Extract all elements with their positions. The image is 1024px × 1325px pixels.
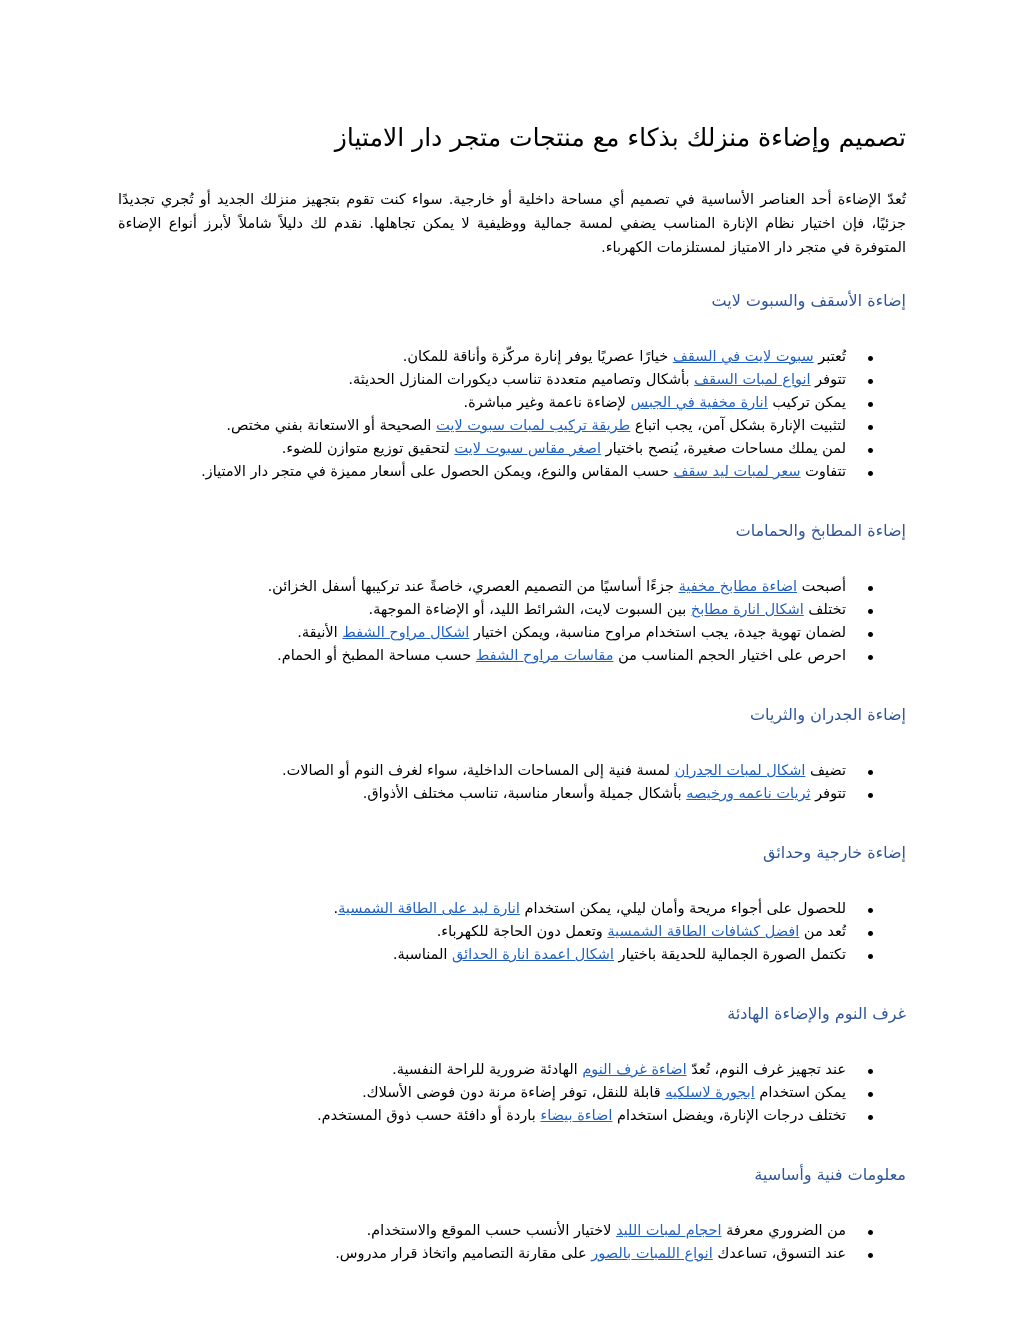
bullet-list — [118, 1059, 906, 1128]
section-outdoor — [118, 840, 906, 967]
intro-paragraph: تُعدّ الإضاءة أحد العناصر الأساسية في تصميم أي مساحة داخلية أو خارجية. سواء كنت تقوم بتجهيز منزلك الجديد أو تُجري تجديدًا جزئيًا، فإن اختيار نظام الإنارة المناسب يضفي لمسة جمالية ووظيفية لا يمكن تجاهلها. نقدم لك دليلاً شاملاً لأبرز أنواع الإضاءة المتوفرة في متجر دار الامتياز لمستلزمات الكهرباء. — [118, 192, 906, 256]
bullet-list — [118, 1220, 906, 1266]
list-item: تتوفر انواع لمبات السقف بأشكال وتصاميم متعددة تناسب ديكورات المنازل الحديثة. — [118, 369, 846, 392]
list-item: تتفاوت سعر لمبات ليد سقف حسب المقاس والنوع، ويمكن الحصول على أسعار مميزة في متجر دار الامتياز. — [118, 461, 846, 484]
link-best-solar-floodlights[interactable]: افضل كشافات الطاقة الشمسية — [607, 924, 800, 940]
link-spotlight-ceiling[interactable]: سبوت لايت في السقف — [672, 349, 814, 365]
list-item: لتثبيت الإنارة بشكل آمن، يجب اتباع طريقة تركيب لمبات سبوت لايت الصحيحة أو الاستعانة بفني مختص. — [118, 415, 846, 438]
list-item: عند التسوق، تساعدك انواع اللمبات بالصور على مقارنة التصاميم واتخاذ قرار مدروس. — [118, 1243, 846, 1266]
list-item: تتوفر ثريات ناعمه ورخيصه بأشكال جميلة وأسعار مناسبة، تناسب مختلف الأذواق. — [118, 783, 846, 806]
section-heading: معلومات فنية وأساسية — [754, 1165, 906, 1184]
list-item: لضمان تهوية جيدة، يجب استخدام مراوح مناسبة، ويمكن اختيار اشكال مراوح الشفط الأنيقة. — [118, 622, 846, 645]
link-wireless-lamp[interactable]: ابجورة لاسلكيه — [665, 1085, 755, 1101]
bullet-list — [118, 346, 906, 484]
section-walls — [118, 702, 906, 806]
link-garden-pole-shapes[interactable]: اشكال اعمدة انارة الحدائق — [452, 947, 614, 963]
bullet-list — [118, 576, 906, 668]
list-item: تكتمل الصورة الجمالية للحديقة باختيار اشكال اعمدة انارة الحدائق المناسبة. — [118, 944, 846, 967]
section-heading: غرف النوم والإضاءة الهادئة — [727, 1004, 906, 1023]
section-bedrooms — [118, 1001, 906, 1128]
link-spotlight-install[interactable]: طريقة تركيب لمبات سبوت لايت — [436, 418, 631, 434]
section-heading: إضاءة خارجية وحدائق — [762, 843, 906, 862]
section-technical — [118, 1162, 906, 1266]
link-smallest-spotlight[interactable]: اصغر مقاس سبوت لايت — [454, 441, 602, 457]
section-heading: إضاءة الأسقف والسبوت لايت — [711, 291, 906, 310]
link-kitchen-lighting-shapes[interactable]: اشكال انارة مطابخ — [690, 602, 804, 618]
list-item: تضيف اشكال لمبات الجدران لمسة فنية إلى المساحات الداخلية، سواء لغرف النوم أو الصالات. — [118, 760, 846, 783]
list-item: أصبحت اضاءة مطابخ مخفية جزءًا أساسيًا من التصميم العصري، خاصةً عند تركيبها أسفل الخزائن. — [118, 576, 846, 599]
link-bedroom-lighting[interactable]: اضاءة غرف النوم — [582, 1062, 687, 1078]
section-kitchens — [118, 518, 906, 668]
link-ceiling-bulb-types[interactable]: انواع لمبات السقف — [694, 372, 811, 388]
link-cheap-chandeliers[interactable]: ثريات ناعمه ورخيصه — [686, 786, 811, 802]
list-item: لمن يملك مساحات صغيرة، يُنصح باختيار اصغر مقاس سبوت لايت لتحقيق توزيع متوازن للضوء. — [118, 438, 846, 461]
link-hidden-gypsum-lighting[interactable]: انارة مخفية في الجبس — [630, 395, 768, 411]
link-white-lighting[interactable]: اضاءة بيضاء — [540, 1108, 613, 1124]
link-led-bulb-sizes[interactable]: احجام لمبات الليد — [616, 1223, 722, 1239]
link-solar-led-lighting[interactable]: انارة ليد على الطاقة الشمسية — [338, 901, 520, 917]
bullet-list — [118, 760, 906, 806]
list-item: احرص على اختيار الحجم المناسب من مقاسات مراوح الشفط حسب مساحة المطبخ أو الحمام. — [118, 645, 846, 668]
section-heading: إضاءة الجدران والثريات — [749, 705, 906, 724]
list-item: عند تجهيز غرف النوم، تُعدّ اضاءة غرف النوم الهادئة ضرورية للراحة النفسية. — [118, 1059, 846, 1082]
list-item: يمكن استخدام ابجورة لاسلكيه قابلة للنقل، توفر إضاءة مرنة دون فوضى الأسلاك. — [118, 1082, 846, 1105]
section-heading: إضاءة المطابخ والحمامات — [735, 521, 906, 540]
section-ceiling — [118, 288, 906, 484]
link-led-ceiling-price[interactable]: سعر لمبات ليد سقف — [673, 464, 801, 480]
list-item: يمكن تركيب انارة مخفية في الجبس لإضاءة ناعمة وغير مباشرة. — [118, 392, 846, 415]
list-item: تختلف درجات الإنارة، ويفضل استخدام اضاءة بيضاء باردة أو دافئة حسب ذوق المستخدم. — [118, 1105, 846, 1128]
list-item: من الضروري معرفة احجام لمبات الليد لاختيار الأنسب حسب الموقع والاستخدام. — [118, 1220, 846, 1243]
list-item: تُعتبر سبوت لايت في السقف خيارًا عصريًا يوفر إنارة مركّزة وأناقة للمكان. — [118, 346, 846, 369]
link-exhaust-fan-shapes[interactable]: اشكال مراوح الشفط — [342, 625, 470, 641]
link-wall-lamp-shapes[interactable]: اشكال لمبات الجدران — [674, 763, 806, 779]
document-title: تصميم وإضاءة منزلك بذكاء مع منتجات متجر دار الامتياز — [334, 123, 906, 152]
list-item: تختلف اشكال انارة مطابخ بين السبوت لايت، الشرائط الليد، أو الإضاءة الموجهة. — [118, 599, 846, 622]
link-hidden-kitchen-lighting[interactable]: اضاءة مطابخ مخفية — [678, 579, 798, 595]
link-bulb-types-pictures[interactable]: انواع اللمبات بالصور — [591, 1246, 713, 1262]
list-item: تُعد من افضل كشافات الطاقة الشمسية وتعمل دون الحاجة للكهرباء. — [118, 921, 846, 944]
link-exhaust-fan-sizes[interactable]: مقاسات مراوح الشفط — [475, 648, 614, 664]
bullet-list — [118, 898, 906, 967]
list-item: للحصول على أجواء مريحة وأمان ليلي، يمكن استخدام انارة ليد على الطاقة الشمسية. — [118, 898, 846, 921]
